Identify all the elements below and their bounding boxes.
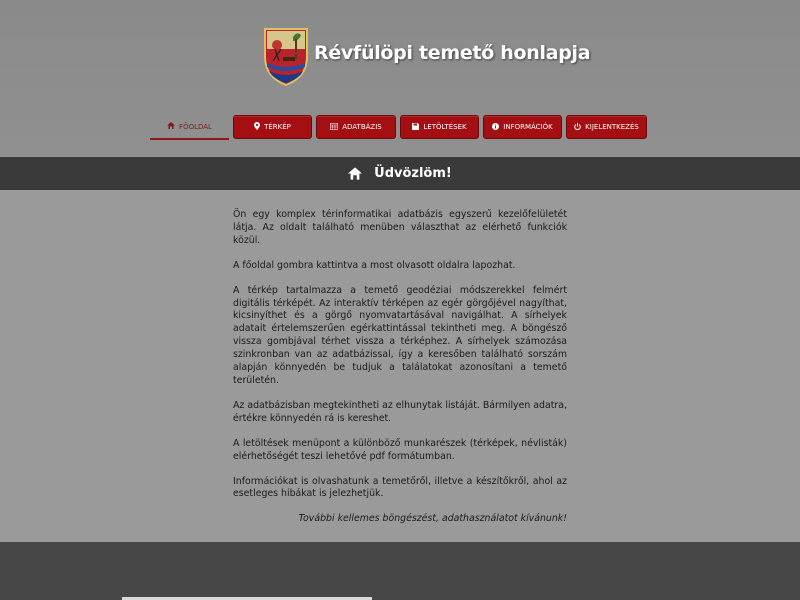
paragraph-info: Információkat is olvashatunk a temetőről, illetve a készítőkről, ahol az esetleges hibákat is jelezhetjük.: [233, 475, 567, 500]
nav-item-label: INFORMÁCIÓK: [503, 123, 553, 131]
nav-item-label: ADATBÁZIS: [342, 123, 382, 131]
page-footer: [0, 542, 800, 600]
nav-item-map[interactable]: [233, 115, 312, 139]
nav-item-home[interactable]: [150, 115, 229, 140]
site-title: Révfülöpi temető honlapja: [314, 42, 591, 64]
home-icon: [348, 167, 362, 180]
coat-of-arms-logo: [263, 27, 309, 87]
nav-item-label: TÉRKÉP: [264, 123, 291, 131]
nav-item-label: FŐOLDAL: [179, 122, 212, 131]
intro-text: [233, 209, 567, 538]
nav-item-database[interactable]: [316, 115, 396, 139]
save-icon: [412, 123, 419, 132]
power-icon: [574, 123, 581, 132]
nav-item-downloads[interactable]: [400, 115, 479, 139]
nav-item-info[interactable]: [483, 115, 562, 139]
main-content: [0, 190, 800, 542]
map-marker-icon: [254, 122, 260, 132]
nav-item-logout[interactable]: [566, 115, 647, 139]
page-header: [0, 0, 800, 157]
paragraph-downloads: A letöltések menüpont a különböző munkarészek (térképek, névlisták) elérhetőségét teszi lehetővé pdf formátumban.: [233, 437, 567, 462]
nav-item-label: KIJELENTKEZÉS: [585, 123, 639, 131]
info-circle-icon: [492, 123, 499, 132]
paragraph-home: A főoldal gombra kattintva a most olvasott oldalra lapozhat.: [233, 259, 516, 271]
home-icon: [167, 122, 175, 131]
paragraph-intro: Ön egy komplex térinformatikai adatbázis egyszerű kezelőfelületét látja. Az oldalt található menüben választhat az elérhető funkciók közül.: [233, 209, 567, 246]
paragraph-database: Az adatbázisban megtekintheti az elhunytak listáját. Bármilyen adatra, értékre könnyedén rá is kereshet.: [233, 399, 567, 424]
table-icon: [330, 123, 338, 132]
page-title: Üdvözlöm!: [374, 166, 452, 181]
closing-message: További kellemes böngészést, adathasználatot kívánunk!: [298, 513, 567, 525]
welcome-banner: [0, 157, 800, 190]
paragraph-map: A térkép tartalmazza a temető geodéziai módszerekkel felmért digitális térképét. Az interaktív térképen az egér görgőjével nagyíthat, kicsinyíthet és a görgő nyomvatartásával navigálhat. A sírhelyek adatait értelemszerűen egérkattintással tekintheti meg. A böngésző vissza gombjával térhet vissza a térképhez. A sírhelyek számozása szinkronban van az adatbázissal, így a keresőben található sorszám alapján könnyedén be tudjuk a találatokat azonosítani a temető területén.: [233, 284, 567, 386]
nav-item-label: LETÖLTÉSEK: [423, 123, 467, 131]
